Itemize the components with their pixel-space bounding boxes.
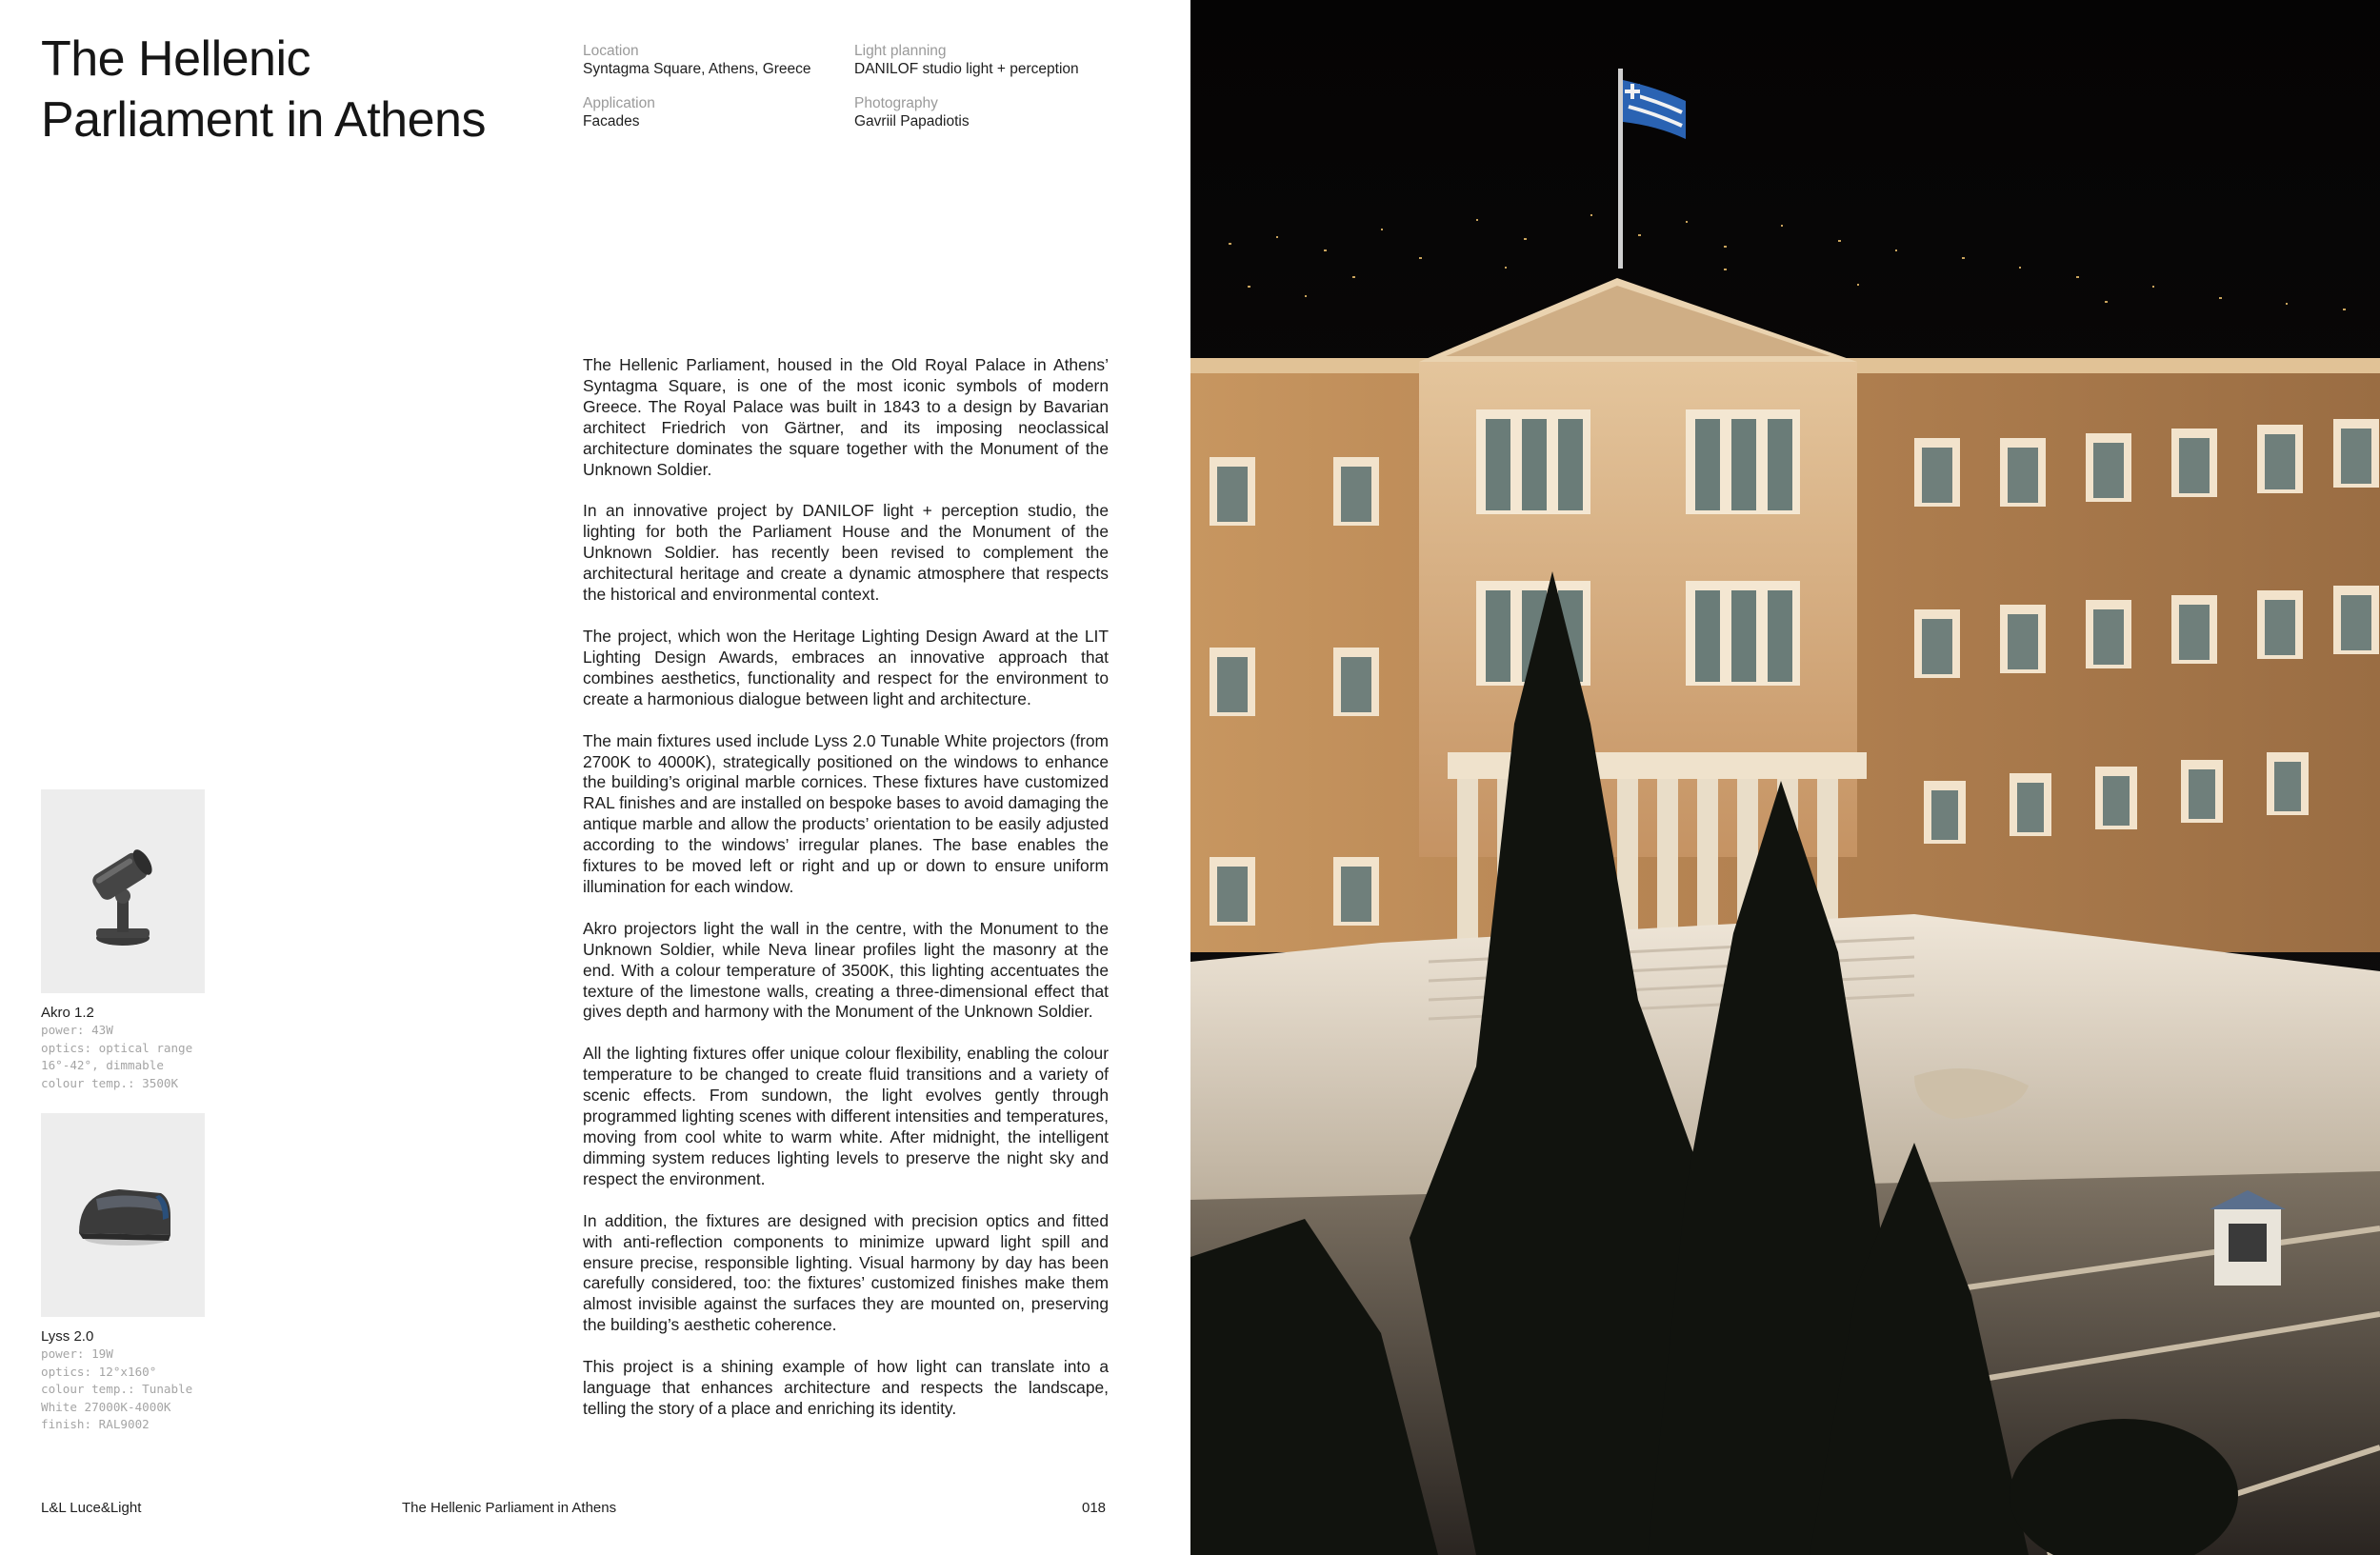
product-akro-image — [41, 789, 205, 993]
article-body — [583, 355, 1109, 1441]
meta-location-label: Location — [583, 43, 639, 59]
meta-application — [583, 94, 655, 130]
footer-brand: L&L Luce&Light — [41, 1500, 142, 1516]
title-line-1: The Hellenic — [41, 31, 311, 87]
meta-location-value: Syntagma Square, Athens, Greece — [583, 61, 811, 77]
product-akro-spec: optics: optical range — [41, 1040, 193, 1055]
spotlight-icon — [41, 789, 205, 993]
body-paragraph: The project, which won the Heritage Lighting Design Award at the LIT Lighting Design Awards, embraces an innovative approach that combines aesthetics, functionality and respect for the environment to create a harmonious dialogue between light and architecture. — [583, 626, 1109, 708]
product-lyss — [41, 1113, 205, 1434]
product-lyss-spec: optics: 12°x160° — [41, 1364, 157, 1379]
product-lyss-spec: colour temp.: Tunable — [41, 1382, 193, 1397]
meta-location — [583, 42, 811, 78]
footer-section-title: The Hellenic Parliament in Athens — [402, 1500, 617, 1516]
page-number: 018 — [1082, 1500, 1107, 1516]
product-akro-name: Akro 1.2 — [41, 1005, 94, 1021]
body-paragraph: This project is a shining example of how light can translate into a language that enhances architecture and respects the landscape, telling the story of a place and enriching its identity. — [583, 1357, 1109, 1418]
product-lyss-name: Lyss 2.0 — [41, 1328, 94, 1345]
body-paragraph: In addition, the fixtures are designed with precision optics and fitted with anti-reflection components to minimize upward light spill and ensure precise, responsible lighting. Visual harmony by day has been carefully considered, too: the fixtures’ customized finishes make them almost invisible against the surfaces they are mounted on, preserving the building’s aesthetic coherence. — [583, 1210, 1109, 1335]
product-akro-spec: power: 43W — [41, 1023, 113, 1037]
product-akro-spec: colour temp.: 3500K — [41, 1075, 179, 1090]
meta-light-planning-value: DANILOF studio light + perception — [854, 61, 1079, 77]
parliament-photo — [1190, 0, 2380, 1555]
parliament-illustration — [1190, 0, 2380, 1555]
page-title — [41, 29, 536, 150]
projector-icon — [41, 1113, 205, 1317]
body-paragraph: In an innovative project by DANILOF light + perception studio, the lighting for both the Parliament House and the Monument of the Unknown Soldier. has recently been revised to complement the architectural heritage and create a dynamic atmosphere that respects the historical and environmental context. — [583, 501, 1109, 605]
product-lyss-spec: power: 19W — [41, 1346, 113, 1361]
body-paragraph: Akro projectors light the wall in the centre, with the Monument to the Unknown Soldier, while Neva linear profiles light the masonry at the end. With a colour temperature of 3500K, this lighting accentuates the texture of the limestone walls, creating a three-dimensional effect that gives depth and harmony with the Monument of the Unknown Soldier. — [583, 918, 1109, 1022]
meta-light-planning — [854, 42, 1079, 78]
product-lyss-spec: White 27000K-4000K — [41, 1399, 171, 1414]
meta-application-label: Application — [583, 95, 655, 111]
meta-photography-value: Gavriil Papadiotis — [854, 113, 970, 130]
guard-booth — [2210, 1190, 2286, 1286]
meta-light-planning-label: Light planning — [854, 43, 947, 59]
product-lyss-spec: finish: RAL9002 — [41, 1417, 150, 1432]
meta-photography-label: Photography — [854, 95, 938, 111]
product-lyss-image — [41, 1113, 205, 1317]
meta-application-value: Facades — [583, 113, 640, 130]
meta-photography — [854, 94, 970, 130]
title-line-2: Parliament in Athens — [41, 92, 486, 148]
product-akro-spec: 16°-42°, dimmable — [41, 1058, 164, 1073]
product-akro — [41, 789, 205, 1092]
body-paragraph: The main fixtures used include Lyss 2.0 Tunable White projectors (from 2700K to 4000K), strategically positioned on the windows to enhance the building’s original marble cornices. These fixtures have customized RAL finishes and are installed on bespoke bases to avoid damaging the antique marble and allow the products’ orientation to be easily adjusted according to the windows’ irregular planes. The base enables the fixtures to be moved left or right and up or down to ensure uniform illumination for each window. — [583, 730, 1109, 896]
body-paragraph: The Hellenic Parliament, housed in the Old Royal Palace in Athens’ Syntagma Square, is one of the most iconic symbols of modern Greece. The Royal Palace was built in 1843 to a design by Bavarian architect Friedrich von Gärtner, and its imposing neoclassical architecture dominates the square together with the Monument of the Unknown Soldier. — [583, 355, 1109, 479]
body-paragraph: All the lighting fixtures offer unique colour flexibility, enabling the colour temperature to be changed to create fluid transitions and a variety of scenic effects. From sundown, the light evolves gently through programmed lighting scenes with different intensities and temperatures, moving from cool white to warm white. After midnight, the intelligent dimming system reduces lighting levels to preserve the night sky and respect the environment. — [583, 1044, 1109, 1188]
